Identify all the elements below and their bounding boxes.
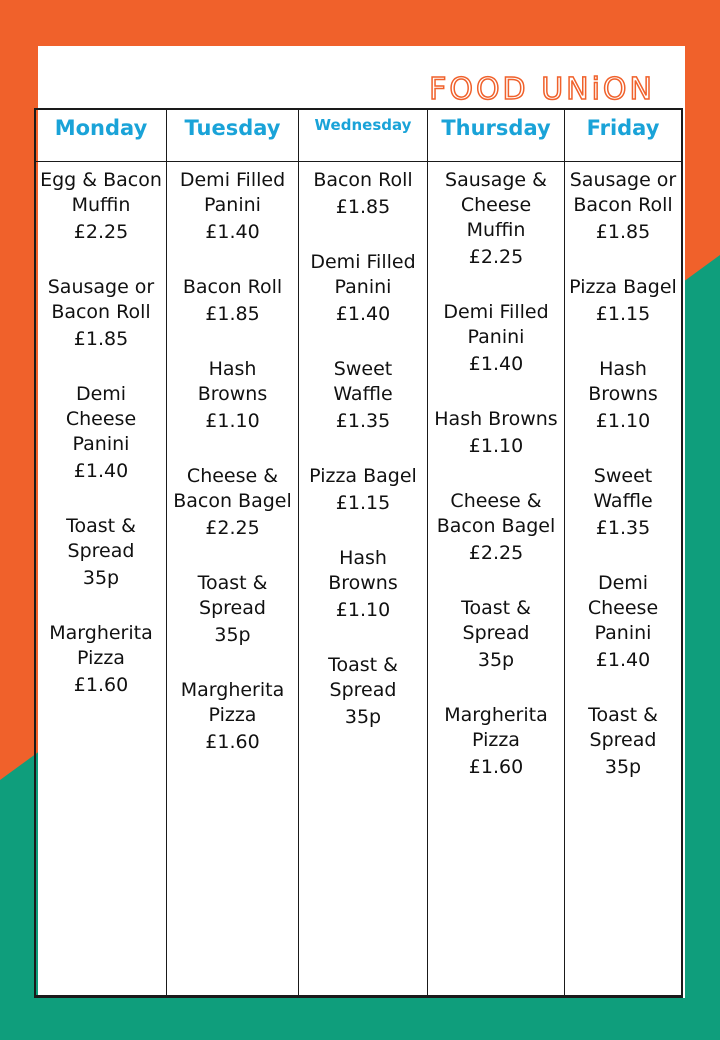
day-column-tuesday: [167, 110, 299, 995]
menu-item: [432, 407, 560, 459]
menu-item-name: Sausage or Bacon Roll: [47, 276, 155, 323]
day-column-thursday: [428, 110, 565, 995]
day-heading: Monday: [36, 110, 166, 162]
menu-item: [432, 300, 560, 377]
menu-item-price: 35p: [477, 649, 515, 671]
menu-item-name: Cheese & Bacon Bagel: [436, 490, 556, 537]
menu-item-price: £2.25: [73, 221, 129, 243]
menu-item-price: £1.10: [595, 410, 651, 432]
menu-item: [171, 464, 294, 541]
menu-item-price: £1.10: [468, 435, 524, 457]
menu-item-price: 35p: [214, 624, 251, 646]
menu-item-name: Toast & Spread: [461, 597, 531, 644]
menu-item-name: Hash Browns: [328, 547, 398, 594]
menu-item-price: 35p: [344, 706, 382, 728]
menu-item-name: Sausage & Cheese Muffin: [445, 169, 547, 241]
menu-item-price: £1.15: [595, 303, 651, 325]
menu-item-price: £1.85: [205, 303, 260, 325]
day-column-monday: [36, 110, 167, 995]
menu-item: [40, 514, 162, 591]
menu-item-name: Toast & Spread: [588, 704, 658, 751]
menu-card: [38, 46, 685, 998]
menu-item: [171, 357, 294, 434]
menu-item: [40, 382, 162, 484]
menu-item-name: Egg & Bacon Muffin: [40, 169, 162, 216]
menu-item: [432, 703, 560, 780]
day-heading: Friday: [565, 110, 681, 162]
menu-item-name: Hash Browns: [434, 408, 558, 430]
menu-item-name: Margherita Pizza: [49, 622, 153, 669]
menu-item-price: £2.25: [468, 246, 524, 268]
menu-item: [432, 596, 560, 673]
menu-item-price: £1.85: [73, 328, 129, 350]
food-union-logo: FOOD UNiON: [429, 72, 655, 107]
menu-item: [171, 168, 294, 245]
menu-item: [40, 275, 162, 352]
menu-item-price: £1.40: [335, 303, 391, 325]
menu-item-price: £1.40: [595, 649, 651, 671]
menu-item: [569, 464, 677, 541]
menu-item: [432, 168, 560, 270]
menu-items: [299, 162, 427, 730]
menu-item-name: Pizza Bagel: [309, 465, 417, 487]
day-heading: Tuesday: [167, 110, 298, 162]
menu-item: [171, 275, 294, 327]
menu-item-price: £1.10: [205, 410, 260, 432]
menu-item-price: £1.60: [468, 756, 524, 778]
menu-item: [303, 464, 423, 516]
weekly-menu-table: [34, 108, 683, 998]
menu-item: [569, 168, 677, 245]
menu-items: [167, 162, 298, 755]
menu-item: [569, 571, 677, 673]
menu-item-price: £1.35: [335, 410, 391, 432]
day-column-wednesday: [299, 110, 428, 995]
menu-item-price: £1.60: [205, 731, 260, 753]
menu-item: [569, 357, 677, 434]
menu-item-name: Pizza Bagel: [569, 276, 677, 298]
menu-item-name: Demi Filled Panini: [310, 251, 416, 298]
menu-item: [40, 621, 162, 698]
menu-item: [303, 250, 423, 327]
menu-item-price: £1.40: [468, 353, 524, 375]
menu-item-name: Demi Cheese Panini: [65, 383, 137, 455]
day-column-friday: [565, 110, 681, 995]
menu-item: [171, 678, 294, 755]
menu-item-price: £1.85: [595, 221, 651, 243]
menu-item: [303, 546, 423, 623]
menu-items: [428, 162, 564, 780]
menu-item-name: Bacon Roll: [182, 276, 283, 298]
menu-item: [303, 357, 423, 434]
menu-item-name: Toast & Spread: [197, 572, 268, 619]
menu-item-price: £1.85: [335, 196, 391, 218]
menu-item: [171, 571, 294, 648]
menu-item: [569, 703, 677, 780]
day-heading: Thursday: [428, 110, 564, 162]
menu-item-name: Bacon Roll: [313, 169, 413, 191]
menu-item-name: Margherita Pizza: [444, 704, 548, 751]
menu-item-price: £1.15: [335, 492, 391, 514]
menu-item-name: Demi Cheese Panini: [587, 572, 659, 644]
menu-item-price: £1.35: [595, 517, 651, 539]
menu-item: [303, 168, 423, 220]
menu-item-name: Demi Filled Panini: [179, 169, 286, 216]
menu-item-price: £2.25: [468, 542, 524, 564]
menu-item-price: £1.40: [73, 460, 129, 482]
menu-item-name: Cheese & Bacon Bagel: [173, 465, 292, 512]
menu-item-name: Toast & Spread: [66, 515, 136, 562]
menu-item-name: Sweet Waffle: [593, 465, 653, 512]
menu-item-price: £2.25: [205, 517, 260, 539]
menu-item: [432, 489, 560, 566]
menu-items: [36, 162, 166, 698]
menu-item-price: £1.60: [73, 674, 129, 696]
menu-item-price: 35p: [604, 756, 642, 778]
menu-item-price: 35p: [82, 567, 120, 589]
menu-item-price: £1.40: [205, 221, 260, 243]
menu-items: [565, 162, 681, 780]
menu-item: [40, 168, 162, 245]
menu-item: [569, 275, 677, 327]
menu-item-name: Sausage or Bacon Roll: [569, 169, 677, 216]
menu-item-name: Toast & Spread: [328, 654, 398, 701]
menu-item-name: Hash Browns: [588, 358, 658, 405]
menu-item-name: Margherita Pizza: [180, 679, 285, 726]
menu-item-name: Hash Browns: [197, 358, 268, 405]
menu-item-name: Demi Filled Panini: [443, 301, 549, 348]
menu-item-price: £1.10: [335, 599, 391, 621]
menu-item: [303, 653, 423, 730]
day-heading: Wednesday: [299, 110, 427, 162]
menu-item-name: Sweet Waffle: [333, 358, 393, 405]
